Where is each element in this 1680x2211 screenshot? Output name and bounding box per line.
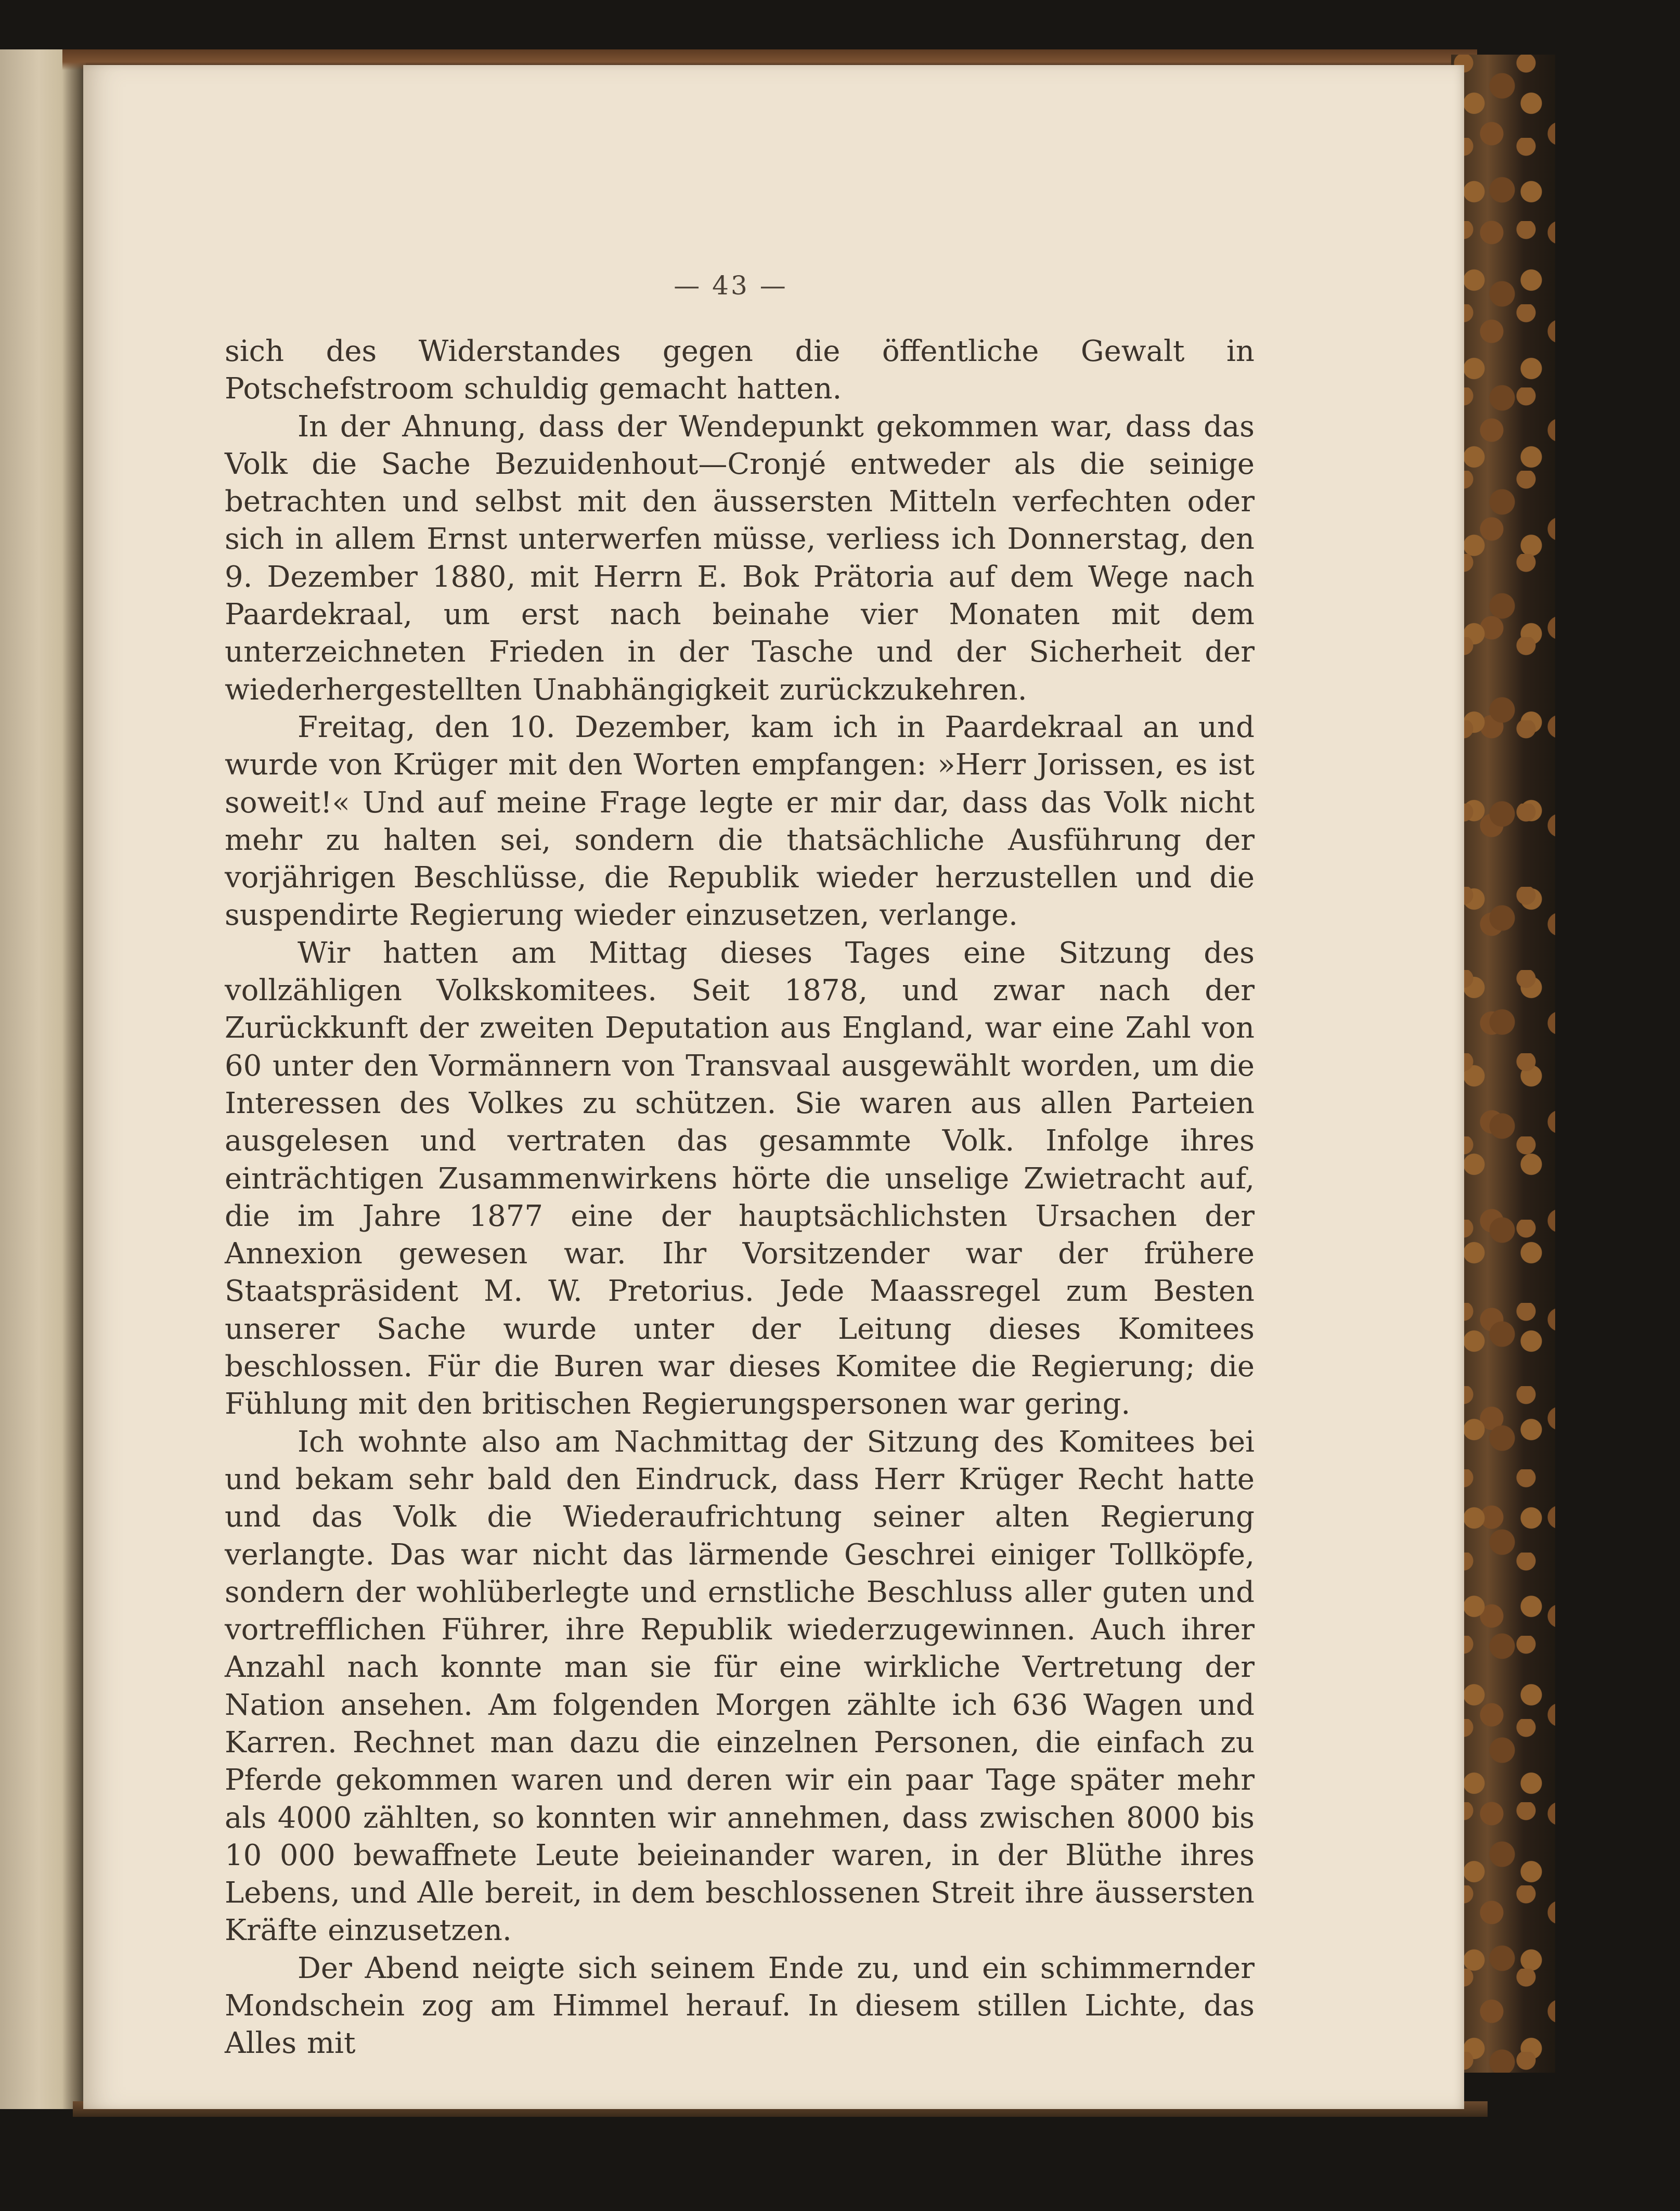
marbled-cover-board	[1451, 55, 1555, 2073]
paragraph: sich des Widerstandes gegen die öffentliche Gewalt in Potschefstroom schuldig gemacht hatten.	[225, 334, 1255, 406]
paragraph: Ich wohnte also am Nachmittag der Sitzung des Komitees bei und bekam sehr bald den Eindruck, dass Herr Krüger Recht hatte und das Volk die Wiederaufrichtung seiner alten Regierung verlangte. Das war nicht das lärmende Geschrei einiger Tollköpfe, sondern der wohlüberlegte und ernstliche Beschluss aller guten und vortrefflichen Führer, ihre Republik wiederzugewinnen. Auch ihrer Anzahl nach konnte man sie für eine wirkliche Vertretung der Nation ansehen. Am folgenden Morgen zählte ich 636 Wagen und Karren. Rechnet man dazu die einzelnen Personen, die einfach zu Pferde gekommen waren und deren wir ein paar Tage später mehr als 4000 zählten, so konnten wir annehmen, dass zwischen 8000 bis 10 000 bewaffnete Leute beieinander waren, in der Blüthe ihres Lebens, und Alle bereit, in dem beschlossenen Streit ihre äussersten Kräfte einzusetzen.	[225, 1425, 1255, 1948]
body-text	[225, 333, 1255, 2063]
paragraph: Wir hatten am Mittag dieses Tages eine Sitzung des vollzähligen Volkskomitees. Seit 1878, und zwar nach der Zurückkunft der zweiten Deputation aus England, war eine Zahl von 60 unter den Vormännern von Transvaal ausgewählt worden, um die Interessen des Volkes zu schützen. Sie waren aus allen Parteien ausgelesen und vertraten das gesammte Volk. Infolge ihres einträchtigen Zusammenwirkens hörte die unselige Zwietracht auf, die im Jahre 1877 eine der hauptsächlichsten Ursachen der Annexion gewesen war. Ihr Vorsitzender war der frühere Staatspräsident M. W. Pretorius. Jede Maassregel zum Besten unserer Sache wurde unter der Leitung dieses Komitees beschlossen. Für die Buren war dieses Komitee die Regierung; die Fühlung mit den britischen Regierungspersonen war gering.	[225, 936, 1255, 1421]
book-gutter	[62, 49, 86, 2109]
paragraph: Freitag, den 10. Dezember, kam ich in Paardekraal an und wurde von Krüger mit den Worten empfangen: »Herr Jorissen, es ist soweit!« Und auf meine Frage legte er mir dar, dass das Volk nicht mehr zu halten sei, sondern die thatsächliche Ausführung der vorjährigen Beschlüsse, die Republik wieder herzustellen und die suspendirte Regierung wieder einzusetzen, verlange.	[225, 710, 1255, 933]
page-number: — 43 —	[674, 270, 788, 301]
paragraph: In der Ahnung, dass der Wendepunkt gekommen war, dass das Volk die Sache Bezuidenhout—Cronjé entweder als die seinige betrachten und selbst mit den äussersten Mitteln verfechten oder sich in allem Ernst unterwerfen müsse, verliess ich Donnerstag, den 9. Dezember 1880, mit Herrn E. Bok Prätoria auf dem Wege nach Paardekraal, um erst nach beinahe vier Monaten mit dem unterzeichneten Frieden in der Tasche und der Sicherheit der wiederhergestellten Unabhängigkeit zurückzukehren.	[225, 409, 1255, 707]
paragraph: Der Abend neigte sich seinem Ende zu, und ein schimmernder Mondschein zog am Himmel herauf. In diesem stillen Lichte, das Alles mit	[225, 1951, 1255, 2061]
